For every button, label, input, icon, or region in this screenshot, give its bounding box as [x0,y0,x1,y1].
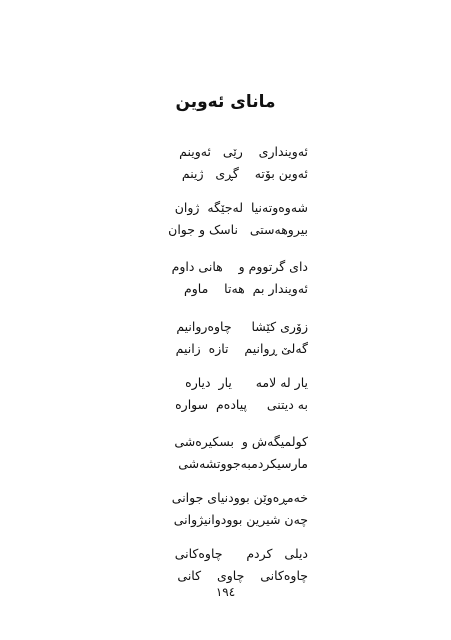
verse-line: بیروهەستی ناسک و جوان [168,222,308,237]
stanza-7 [108,487,308,531]
stanza-1 [108,141,308,185]
verse-line: شەوەوتەنیا لەجێگە ژوان [174,200,308,215]
stanza-4 [108,316,308,360]
verse-line: ئەوین بۆتە گڕی ژینم [181,166,308,181]
verse-line: خەمڕەوێن بوودنیای جوانی [171,490,308,505]
verse-line: ئەویندار بم هەتا ماوم [183,281,308,296]
verse-line: چەن شیرین بوودوانیژوانی [173,512,308,527]
stanza-5 [108,372,308,416]
verse-line: ئەویندارى رێی ئەوینم [179,144,308,159]
stanza-6 [108,431,308,475]
verse-line: زۆرى کێشا چاوەروانیم [176,319,308,334]
verse-line: دیلی کردم چاوەکانی [174,546,308,561]
verse-line: مارسیکردمبەجووتشەشی [178,456,308,471]
verse-line: گەلێ ڕوانیم تازە زانیم [175,341,308,356]
stanza-3 [108,256,308,300]
stanza-8 [108,543,308,587]
verse-line: دای گرتووم و هانی داوم [171,259,308,274]
stanza-2 [108,197,308,241]
verse-line: کولمیگەش و بسکیرەشی [174,434,308,449]
poem-title: مانای ئەوین [175,92,276,112]
verse-line: چاوەکانی چاوی کانی [177,568,308,583]
verse-line: بە دیتنی پیادەم سوارە [175,397,308,412]
page-number: ١٩٤ [215,585,236,599]
verse-line: یار لە لامە یار دیارە [185,375,308,390]
